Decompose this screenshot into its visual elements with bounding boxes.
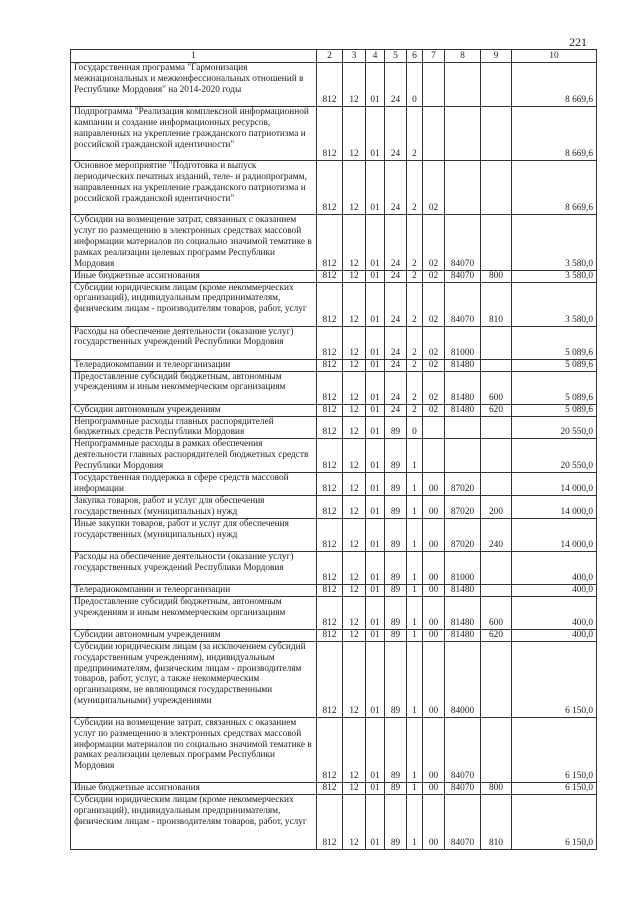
row-code-c7: 00 — [423, 717, 445, 782]
row-code-c7 — [423, 63, 445, 107]
row-amount: 6 150,0 — [512, 717, 597, 782]
row-amount: 400,0 — [512, 629, 597, 641]
row-code-c2: 812 — [317, 495, 343, 518]
row-code-c9 — [481, 161, 512, 215]
table-row — [71, 782, 597, 794]
row-description: Субсидии юридическим лицам (за исключением субсидий государственным учреждениям), индивидуальным предпринимателям, физическим лицам - производителям товаров, работ, услуг, а также некоммерческим организациям, не являющимся государственными (муниципальными) учреждениями — [71, 641, 317, 717]
row-code-c7: 00 — [423, 596, 445, 629]
row-code-c4: 01 — [366, 416, 385, 439]
row-code-c6: 2 — [407, 107, 423, 161]
row-code-c3: 12 — [343, 596, 366, 629]
row-code-c4: 01 — [366, 107, 385, 161]
row-code-c5: 89 — [385, 495, 407, 518]
row-code-c3: 12 — [343, 371, 366, 404]
row-amount: 20 550,0 — [512, 416, 597, 439]
row-code-c6: 1 — [407, 596, 423, 629]
row-code-c7: 00 — [423, 629, 445, 641]
row-amount: 8 669,6 — [512, 63, 597, 107]
row-code-c5: 24 — [385, 107, 407, 161]
row-code-c8: 81480 — [445, 596, 481, 629]
row-code-c4: 01 — [366, 326, 385, 359]
row-code-c8: 84070 — [445, 794, 481, 849]
table-header-row — [71, 50, 597, 63]
row-description: Телерадиокомпании и телеорганизации — [71, 359, 317, 371]
row-code-c5: 24 — [385, 161, 407, 215]
row-description: Расходы на обеспечение деятельности (оказание услуг) государственных учреждений Республики Мордовия — [71, 551, 317, 584]
row-code-c4: 01 — [366, 495, 385, 518]
row-code-c9 — [481, 326, 512, 359]
row-code-c8: 81000 — [445, 326, 481, 359]
row-code-c4: 01 — [366, 404, 385, 416]
row-code-c4: 01 — [366, 717, 385, 782]
table-row — [71, 161, 597, 215]
row-code-c8: 84070 — [445, 717, 481, 782]
row-code-c6: 2 — [407, 270, 423, 282]
row-description: Иные бюджетные ассигнования — [71, 782, 317, 794]
row-description: Закупка товаров, работ и услуг для обеспечения государственных (муниципальных) нужд — [71, 495, 317, 518]
row-code-c7: 02 — [423, 161, 445, 215]
row-code-c2: 812 — [317, 641, 343, 717]
column-header-6: 6 — [407, 50, 423, 63]
row-code-c2: 812 — [317, 584, 343, 596]
row-code-c3: 12 — [343, 717, 366, 782]
row-code-c8 — [445, 107, 481, 161]
row-code-c9: 240 — [481, 518, 512, 551]
row-description: Предоставление субсидий бюджетным, автономным учреждениям и иным некоммерческим организациям — [71, 596, 317, 629]
row-code-c3: 12 — [343, 404, 366, 416]
row-code-c4: 01 — [366, 282, 385, 326]
row-code-c2: 812 — [317, 717, 343, 782]
row-code-c5: 24 — [385, 404, 407, 416]
row-code-c6: 1 — [407, 473, 423, 496]
row-code-c2: 812 — [317, 794, 343, 849]
row-code-c8: 81480 — [445, 584, 481, 596]
row-code-c8: 81480 — [445, 629, 481, 641]
row-code-c4: 01 — [366, 518, 385, 551]
column-header-10: 10 — [512, 50, 597, 63]
row-code-c9: 800 — [481, 270, 512, 282]
row-code-c4: 01 — [366, 63, 385, 107]
row-amount: 5 089,6 — [512, 404, 597, 416]
column-header-9: 9 — [481, 50, 512, 63]
table-row — [71, 641, 597, 717]
row-amount: 6 150,0 — [512, 782, 597, 794]
row-code-c3: 12 — [343, 551, 366, 584]
row-code-c2: 812 — [317, 63, 343, 107]
row-code-c9 — [481, 63, 512, 107]
row-code-c2: 812 — [317, 518, 343, 551]
row-code-c4: 01 — [366, 551, 385, 584]
row-code-c3: 12 — [343, 359, 366, 371]
row-code-c3: 12 — [343, 282, 366, 326]
table-row — [71, 416, 597, 439]
row-code-c7: 00 — [423, 551, 445, 584]
row-code-c9: 600 — [481, 371, 512, 404]
row-code-c7: 00 — [423, 518, 445, 551]
row-code-c2: 812 — [317, 326, 343, 359]
row-code-c7 — [423, 107, 445, 161]
row-code-c5: 24 — [385, 270, 407, 282]
row-code-c9: 810 — [481, 794, 512, 849]
row-code-c5: 89 — [385, 596, 407, 629]
row-code-c5: 89 — [385, 629, 407, 641]
row-code-c2: 812 — [317, 439, 343, 473]
row-code-c3: 12 — [343, 215, 366, 271]
row-code-c2: 812 — [317, 629, 343, 641]
row-code-c5: 89 — [385, 439, 407, 473]
row-code-c8: 84070 — [445, 215, 481, 271]
row-code-c8: 87020 — [445, 518, 481, 551]
row-code-c8: 84070 — [445, 270, 481, 282]
row-code-c4: 01 — [366, 473, 385, 496]
row-code-c4: 01 — [366, 794, 385, 849]
row-code-c6: 2 — [407, 371, 423, 404]
table-row — [71, 371, 597, 404]
row-code-c5: 89 — [385, 782, 407, 794]
table-row — [71, 359, 597, 371]
row-code-c7: 00 — [423, 495, 445, 518]
row-code-c9 — [481, 107, 512, 161]
row-code-c8: 81480 — [445, 359, 481, 371]
row-description: Непрограммные расходы главных распорядителей бюджетных средств Республики Мордовия — [71, 416, 317, 439]
row-code-c9 — [481, 584, 512, 596]
row-code-c3: 12 — [343, 63, 366, 107]
row-code-c5: 89 — [385, 794, 407, 849]
row-description: Субсидии автономным учреждениям — [71, 629, 317, 641]
row-code-c6: 1 — [407, 629, 423, 641]
row-code-c3: 12 — [343, 439, 366, 473]
row-code-c3: 12 — [343, 782, 366, 794]
row-code-c2: 812 — [317, 359, 343, 371]
row-description: Государственная программа "Гармонизация межнациональных и межконфессиональных отношений в Республике Мордовия" на 2014-2020 годы — [71, 63, 317, 107]
table-row — [71, 551, 597, 584]
row-code-c7: 02 — [423, 359, 445, 371]
row-code-c2: 812 — [317, 161, 343, 215]
row-description: Непрограммные расходы в рамках обеспечения деятельности главных распорядителей бюджетных средств Республики Мордовия — [71, 439, 317, 473]
row-code-c4: 01 — [366, 270, 385, 282]
table-row — [71, 518, 597, 551]
column-header-1: 1 — [71, 50, 317, 63]
row-code-c9: 620 — [481, 629, 512, 641]
row-code-c3: 12 — [343, 641, 366, 717]
row-description: Предоставление субсидий бюджетным, автономным учреждениям и иным некоммерческим организациям — [71, 371, 317, 404]
row-code-c7: 00 — [423, 641, 445, 717]
row-description: Телерадиокомпании и телеорганизации — [71, 584, 317, 596]
row-description: Государственная поддержка в сфере средств массовой информации — [71, 473, 317, 496]
row-code-c6: 1 — [407, 551, 423, 584]
table-row — [71, 107, 597, 161]
table-row — [71, 794, 597, 849]
row-amount: 5 089,6 — [512, 371, 597, 404]
row-code-c2: 812 — [317, 215, 343, 271]
row-code-c7 — [423, 439, 445, 473]
table-row — [71, 596, 597, 629]
row-amount: 14 000,0 — [512, 473, 597, 496]
row-code-c4: 01 — [366, 641, 385, 717]
column-header-3: 3 — [343, 50, 366, 63]
row-code-c6: 2 — [407, 359, 423, 371]
row-code-c7: 02 — [423, 326, 445, 359]
row-code-c3: 12 — [343, 794, 366, 849]
row-code-c5: 89 — [385, 551, 407, 584]
row-code-c2: 812 — [317, 551, 343, 584]
table-row — [71, 473, 597, 496]
table-row — [71, 439, 597, 473]
row-code-c6: 2 — [407, 161, 423, 215]
row-code-c9 — [481, 641, 512, 717]
row-code-c7: 02 — [423, 404, 445, 416]
row-code-c6: 1 — [407, 439, 423, 473]
row-code-c2: 812 — [317, 282, 343, 326]
row-code-c6: 1 — [407, 584, 423, 596]
row-code-c7: 02 — [423, 270, 445, 282]
table-row — [71, 495, 597, 518]
row-amount: 3 580,0 — [512, 215, 597, 271]
column-header-7: 7 — [423, 50, 445, 63]
row-code-c9 — [481, 416, 512, 439]
row-code-c6: 2 — [407, 326, 423, 359]
row-code-c4: 01 — [366, 371, 385, 404]
row-code-c5: 24 — [385, 359, 407, 371]
row-description: Субсидии на возмещение затрат, связанных с оказанием услуг по размещению в электронных средствах массовой информации материалов по социально значимой тематике в рамках реализации целевых программ Республики Мордовия — [71, 215, 317, 271]
row-code-c9 — [481, 473, 512, 496]
row-amount: 5 089,6 — [512, 359, 597, 371]
row-description: Субсидии автономным учреждениям — [71, 404, 317, 416]
row-description: Субсидии на возмещение затрат, связанных с оказанием услуг по размещению в электронных средствах массовой информации материалов по социально значимой тематике в рамках реализации целевых программ Республики Мордовия — [71, 717, 317, 782]
row-code-c4: 01 — [366, 596, 385, 629]
row-code-c9: 810 — [481, 282, 512, 326]
table-row — [71, 326, 597, 359]
row-code-c2: 812 — [317, 371, 343, 404]
row-amount: 20 550,0 — [512, 439, 597, 473]
table-row — [71, 717, 597, 782]
column-header-8: 8 — [445, 50, 481, 63]
row-amount: 400,0 — [512, 596, 597, 629]
row-code-c5: 24 — [385, 63, 407, 107]
row-amount: 6 150,0 — [512, 641, 597, 717]
row-code-c8: 84000 — [445, 641, 481, 717]
row-code-c7: 00 — [423, 584, 445, 596]
row-code-c5: 89 — [385, 717, 407, 782]
row-amount: 8 669,6 — [512, 107, 597, 161]
row-code-c3: 12 — [343, 518, 366, 551]
row-code-c4: 01 — [366, 782, 385, 794]
row-code-c9 — [481, 215, 512, 271]
row-code-c9 — [481, 717, 512, 782]
row-code-c4: 01 — [366, 629, 385, 641]
row-code-c3: 12 — [343, 161, 366, 215]
row-amount: 14 000,0 — [512, 518, 597, 551]
row-code-c8 — [445, 161, 481, 215]
row-code-c5: 24 — [385, 326, 407, 359]
table-row — [71, 629, 597, 641]
row-code-c8: 81000 — [445, 551, 481, 584]
row-code-c9: 600 — [481, 596, 512, 629]
row-amount: 3 580,0 — [512, 282, 597, 326]
row-code-c7: 00 — [423, 473, 445, 496]
row-code-c3: 12 — [343, 416, 366, 439]
budget-table — [70, 49, 597, 850]
row-code-c2: 812 — [317, 782, 343, 794]
page-number: 221 — [569, 35, 587, 49]
row-code-c3: 12 — [343, 629, 366, 641]
column-header-5: 5 — [385, 50, 407, 63]
row-code-c5: 89 — [385, 473, 407, 496]
row-description: Иные бюджетные ассигнования — [71, 270, 317, 282]
table-row — [71, 282, 597, 326]
row-code-c5: 89 — [385, 641, 407, 717]
row-code-c5: 89 — [385, 416, 407, 439]
row-amount: 6 150,0 — [512, 794, 597, 849]
row-code-c5: 89 — [385, 518, 407, 551]
row-code-c3: 12 — [343, 326, 366, 359]
row-code-c9 — [481, 551, 512, 584]
row-code-c6: 1 — [407, 794, 423, 849]
row-code-c9 — [481, 439, 512, 473]
row-amount: 400,0 — [512, 551, 597, 584]
row-description: Подпрограмма "Реализация комплексной информационной кампании и создание информационных ресурсов, направленных на укрепление гражданского патриотизма и российской гражданской идентичности" — [71, 107, 317, 161]
row-code-c5: 24 — [385, 215, 407, 271]
row-code-c8: 84070 — [445, 782, 481, 794]
row-description: Расходы на обеспечение деятельности (оказание услуг) государственных учреждений Республики Мордовия — [71, 326, 317, 359]
table-row — [71, 63, 597, 107]
row-code-c8: 84070 — [445, 282, 481, 326]
table-row — [71, 404, 597, 416]
row-code-c3: 12 — [343, 584, 366, 596]
row-code-c3: 12 — [343, 270, 366, 282]
row-code-c2: 812 — [317, 404, 343, 416]
row-code-c2: 812 — [317, 416, 343, 439]
row-code-c8: 81480 — [445, 371, 481, 404]
row-code-c8 — [445, 439, 481, 473]
row-amount: 14 000,0 — [512, 495, 597, 518]
row-code-c3: 12 — [343, 473, 366, 496]
row-code-c4: 01 — [366, 359, 385, 371]
row-code-c5: 89 — [385, 584, 407, 596]
row-code-c8 — [445, 63, 481, 107]
row-description: Субсидии юридическим лицам (кроме некоммерческих организаций), индивидуальным предпринимателям, физическим лицам - производителям товаров, работ, услуг — [71, 794, 317, 849]
row-description: Иные закупки товаров, работ и услуг для обеспечения государственных (муниципальных) нужд — [71, 518, 317, 551]
row-code-c4: 01 — [366, 215, 385, 271]
row-code-c5: 24 — [385, 282, 407, 326]
row-code-c2: 812 — [317, 107, 343, 161]
row-code-c7: 00 — [423, 782, 445, 794]
row-amount: 400,0 — [512, 584, 597, 596]
row-code-c2: 812 — [317, 596, 343, 629]
row-code-c8: 87020 — [445, 495, 481, 518]
row-code-c6: 1 — [407, 495, 423, 518]
row-code-c9 — [481, 359, 512, 371]
row-code-c2: 812 — [317, 270, 343, 282]
row-code-c6: 1 — [407, 641, 423, 717]
row-code-c8 — [445, 416, 481, 439]
row-code-c2: 812 — [317, 473, 343, 496]
row-code-c8: 87020 — [445, 473, 481, 496]
row-description: Основное мероприятие "Подготовка и выпуск периодических печатных изданий, теле- и радиопрограмм, направленных на укрепление гражданского патриотизма и российской гражданской идентичности" — [71, 161, 317, 215]
table-row — [71, 584, 597, 596]
row-code-c3: 12 — [343, 495, 366, 518]
row-description: Субсидии юридическим лицам (кроме некоммерческих организаций), индивидуальным предпринимателям, физическим лицам - производителям товаров, работ, услуг — [71, 282, 317, 326]
row-code-c6: 2 — [407, 282, 423, 326]
row-code-c4: 01 — [366, 161, 385, 215]
row-code-c3: 12 — [343, 107, 366, 161]
row-code-c6: 2 — [407, 404, 423, 416]
row-code-c9: 800 — [481, 782, 512, 794]
row-code-c7 — [423, 416, 445, 439]
row-code-c7: 00 — [423, 794, 445, 849]
table-row — [71, 270, 597, 282]
row-code-c6: 1 — [407, 782, 423, 794]
row-code-c6: 0 — [407, 63, 423, 107]
row-code-c6: 1 — [407, 518, 423, 551]
row-code-c6: 1 — [407, 717, 423, 782]
row-code-c9: 200 — [481, 495, 512, 518]
table-row — [71, 215, 597, 271]
column-header-4: 4 — [366, 50, 385, 63]
row-code-c5: 24 — [385, 371, 407, 404]
row-code-c7: 02 — [423, 371, 445, 404]
row-code-c4: 01 — [366, 584, 385, 596]
row-amount: 5 089,6 — [512, 326, 597, 359]
row-code-c9: 620 — [481, 404, 512, 416]
row-code-c4: 01 — [366, 439, 385, 473]
row-code-c8: 81480 — [445, 404, 481, 416]
row-code-c7: 02 — [423, 215, 445, 271]
row-code-c6: 0 — [407, 416, 423, 439]
column-header-2: 2 — [317, 50, 343, 63]
row-code-c7: 02 — [423, 282, 445, 326]
row-amount: 8 669,6 — [512, 161, 597, 215]
row-amount: 3 580,0 — [512, 270, 597, 282]
row-code-c6: 2 — [407, 215, 423, 271]
